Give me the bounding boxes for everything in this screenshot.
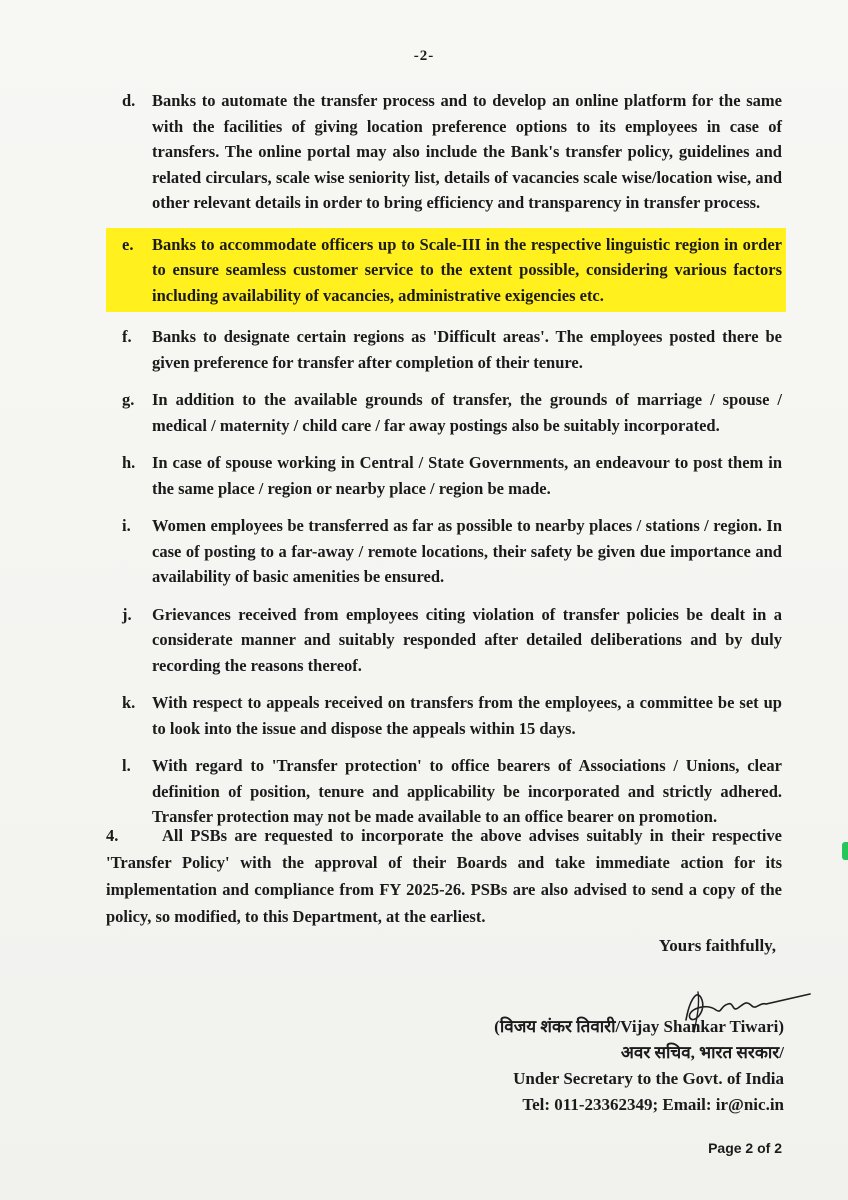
item-text: Banks to accommodate officers up to Scale-III in the respective linguistic region in order to ensure seamless customer service to the extent possible, considering various factors including availability of vacancies, administrative exigencies etc. xyxy=(152,234,782,305)
item-letter: j. xyxy=(122,604,132,624)
list-item-e-highlighted xyxy=(106,228,786,313)
page-footer: Page 2 of 2 xyxy=(708,1140,782,1156)
item-text: Women employees be transferred as far as possible to nearby places / stations / region. In case of posting to a far-away / remote locations, their safety be given due importance and availability of basic amenities be ensured. xyxy=(152,516,782,586)
item-text: Grievances received from employees citing violation of transfer policies be dealt in a considerate manner and suitably responded after detailed deliberations and by duly recording the reasons thereof. xyxy=(152,604,782,675)
edge-marker xyxy=(842,842,848,860)
item-text: Banks to automate the transfer process and to develop an online platform for the same with the facilities of giving location preference options to its employees in case of transfers. The online portal may also include the Bank's transfer policy, guidelines and related circulars, scale wise seniority list, details of vacancies scale wise/location wise, and other relevant details in order to bring efficiency and transparency in transfer process. xyxy=(152,91,782,212)
closing-salutation: Yours faithfully, xyxy=(658,936,776,955)
item-text: With regard to 'Transfer protection' to office bearers of Associations / Unions, clear definition of position, tenure and applicability be incorporated and strictly adhered. Transfer protection may not be made available to an office bearer on promotion. xyxy=(152,756,782,826)
page-number: -2- xyxy=(413,48,435,64)
signatory-contact: Tel: 011-23362349; Email: ir@nic.in xyxy=(522,1095,784,1114)
item-letter: l. xyxy=(122,756,131,775)
signatory-hindi-title: अवर सचिव, भारत सरकार/ xyxy=(620,1043,784,1062)
item-text: Banks to designate certain regions as 'Difficult areas'. The employees posted there be given preference for transfer after completion of their tenure. xyxy=(152,327,782,372)
list-item-i xyxy=(110,513,782,590)
advisory-list xyxy=(110,88,782,842)
item-letter: k. xyxy=(122,693,136,712)
item-letter: f. xyxy=(122,327,132,346)
paragraph-text: All PSBs are requested to incorporate the above advises suitably in their respective 'Transfer Policy' with the approval of their Boards and take immediate action for its implementation and compliance from FY 2025-26. PSBs are also advised to send a copy of the policy, so modified, to this Department, at the earliest. xyxy=(106,826,782,926)
item-text: In addition to the available grounds of transfer, the grounds of marriage / spouse / medical / maternity / child care / far away postings also be suitably incorporated. xyxy=(152,390,782,435)
signatory-block xyxy=(424,1014,784,1118)
item-text: In case of spouse working in Central / State Governments, an endeavour to post them in the same place / region or nearby place / region be made. xyxy=(152,453,782,498)
list-item-f xyxy=(110,324,782,375)
item-letter: g. xyxy=(122,390,135,409)
signatory-title: Under Secretary to the Govt. of India xyxy=(513,1069,784,1088)
list-item-k xyxy=(110,690,782,741)
item-text: With respect to appeals received on transfers from the employees, a committee be set up to look into the issue and dispose the appeals within 15 days. xyxy=(152,693,782,738)
list-item-l xyxy=(110,753,782,830)
item-letter: h. xyxy=(122,453,136,472)
list-item-g xyxy=(110,387,782,438)
item-letter: d. xyxy=(122,91,136,110)
list-item-j xyxy=(110,602,782,679)
paragraph-number: 4. xyxy=(106,826,119,845)
item-letter: e. xyxy=(122,234,134,254)
paragraph-4 xyxy=(106,822,782,930)
list-item-d xyxy=(110,88,782,216)
list-item-h xyxy=(110,450,782,501)
item-letter: i. xyxy=(122,516,131,535)
signatory-name: (विजय शंकर तिवारी/Vijay Shankar Tiwari) xyxy=(494,1017,784,1036)
